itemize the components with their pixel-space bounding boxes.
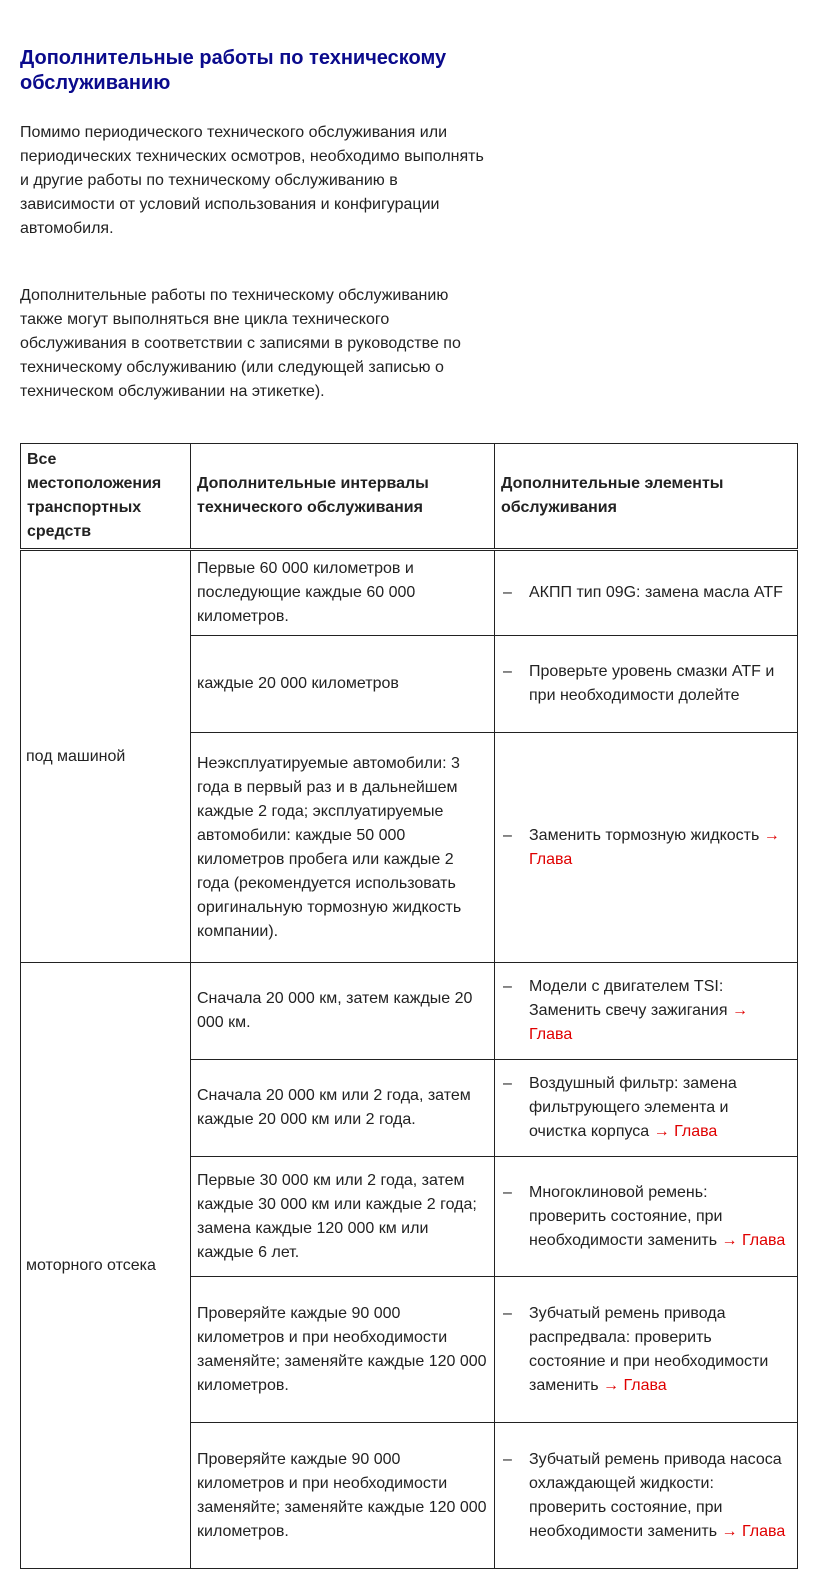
- service-item: [501, 1181, 789, 1253]
- interval-cell: Сначала 20 000 км или 2 года, затем каждые 20 000 км или 2 года.: [191, 1060, 495, 1157]
- header-location: Все местоположения транспортных средств: [21, 444, 191, 550]
- interval-cell: Проверяйте каждые 90 000 километров и при необходимости заменяйте; заменяйте каждые 120 000 километров.: [191, 1277, 495, 1423]
- service-item-cell: [495, 963, 798, 1060]
- service-item-cell: [495, 1277, 798, 1423]
- service-item-cell: [495, 636, 798, 733]
- service-item-text: Зубчатый ремень привода распредвала: проверить состояние и при необходимости заменить: [529, 1304, 769, 1394]
- service-item-text: Модели с двигателем TSI: Заменить свечу зажигания: [529, 978, 728, 1019]
- table-header-row: [21, 444, 798, 550]
- service-item: [501, 1448, 789, 1544]
- location-cell: под машиной: [21, 550, 191, 963]
- maintenance-table: [20, 443, 798, 1569]
- chapter-link[interactable]: → Глава: [721, 1231, 786, 1249]
- service-item: [501, 975, 789, 1047]
- second-paragraph: Дополнительные работы по техническому обслуживанию также могут выполняться вне цикла технического обслуживания в соответствии с записями в руководстве по техническому обслуживанию (или следующей записью о техническом обслуживании на этикетке).: [20, 287, 461, 400]
- chapter-link[interactable]: → Глава: [529, 826, 780, 868]
- table-row: [21, 963, 798, 1060]
- service-item-text: Многоклиновой ремень: проверить состояние, при необходимости заменить: [529, 1183, 723, 1249]
- service-item-text: Заменить тормозную жидкость: [529, 826, 760, 844]
- header-interval: Дополнительные интервалы технического обслуживания: [191, 444, 495, 550]
- table-row: [21, 550, 798, 636]
- chapter-link[interactable]: → Глава: [721, 1522, 786, 1540]
- service-item-text: Проверьте уровень смазки ATF и при необходимости долейте: [529, 663, 775, 704]
- service-item: [501, 824, 789, 872]
- chapter-link[interactable]: → Глава: [653, 1123, 718, 1140]
- interval-cell: Первые 60 000 километров и последующие каждые 60 000 километров.: [191, 550, 495, 636]
- service-item-cell: [495, 1060, 798, 1157]
- service-item: [501, 660, 789, 708]
- service-item-cell: [495, 1423, 798, 1569]
- chapter-link[interactable]: → Глава: [529, 1002, 748, 1043]
- location-cell: моторного отсека: [21, 963, 191, 1569]
- header-item: Дополнительные элементы обслуживания: [495, 444, 798, 550]
- service-item-text: Воздушный фильтр: замена фильтрующего элемента и очистка корпуса: [529, 1075, 737, 1140]
- service-item-cell: [495, 1157, 798, 1277]
- interval-cell: Проверяйте каждые 90 000 километров и при необходимости заменяйте; заменяйте каждые 120 000 километров.: [191, 1423, 495, 1569]
- page-title: Дополнительные работы по техническому обслуживанию: [20, 47, 447, 94]
- service-item: [501, 1072, 789, 1144]
- interval-cell: Сначала 20 000 км, затем каждые 20 000 км.: [191, 963, 495, 1060]
- service-item-text: АКПП тип 09G: замена масла ATF: [529, 584, 783, 601]
- service-item: [501, 581, 789, 605]
- service-item: [501, 1302, 789, 1398]
- service-item-cell: [495, 733, 798, 963]
- interval-cell: каждые 20 000 километров: [191, 636, 495, 733]
- service-item-cell: [495, 550, 798, 636]
- intro-paragraph: Помимо периодического технического обслуживания или периодических технических осмотров, необходимо выполнять и другие работы по техническому обслуживанию в зависимости от условий использования и конфигурации автомобиля.: [20, 124, 484, 237]
- service-item-text: Зубчатый ремень привода насоса охлаждающей жидкости: проверить состояние, при необходимости заменить: [529, 1450, 782, 1540]
- chapter-link[interactable]: → Глава: [603, 1376, 667, 1394]
- table-body: [21, 550, 798, 1569]
- interval-cell: Первые 30 000 км или 2 года, затем каждые 30 000 км или каждые 2 года; замена каждые 120 000 км или каждые 6 лет.: [191, 1157, 495, 1277]
- interval-cell: Неэксплуатируемые автомобили: 3 года в первый раз и в дальнейшем каждые 2 года; эксплуатируемые автомобили: каждые 50 000 километров пробега или каждые 2 года (рекомендуется использовать оригинальную тормозную жидкость компании).: [191, 733, 495, 963]
